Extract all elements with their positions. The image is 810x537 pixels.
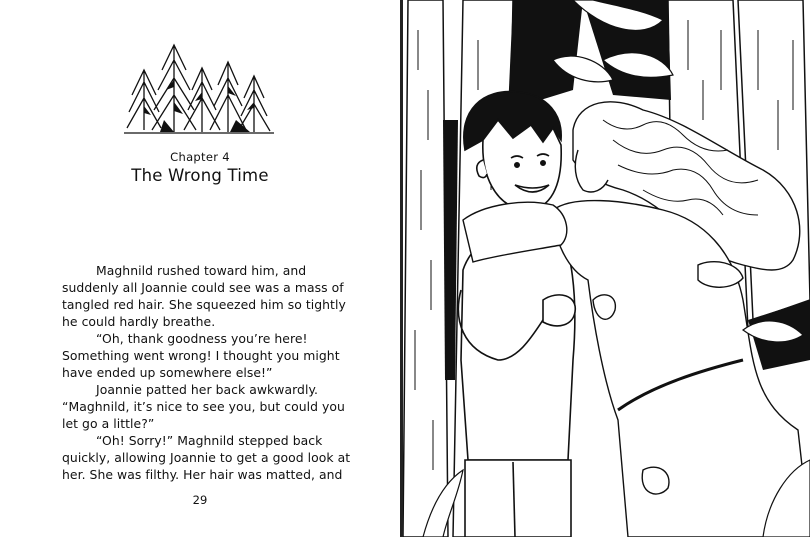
paragraph: “Oh, thank goodness you’re here! Something went wrong! I thought you might have ended up somewhere else!” [62,331,340,380]
chapter-title: The Wrong Time [131,166,269,185]
paragraph: Joannie patted her back awkwardly. “Maghnild, it’s nice to see you, but could you let go a little?” [62,382,345,431]
forest-trees-icon [124,40,274,135]
left-page [0,0,400,537]
chapter-number: Chapter 4 [170,150,230,164]
right-page [403,0,810,537]
body-text [62,262,362,483]
page-number: 29 [192,493,208,507]
paragraph: Maghnild rushed toward him, and suddenly all Joannie could see was a mass of tangled red hair. She squeezed him so tightly he could hardly breathe. [62,263,346,329]
comic-illustration [403,0,810,537]
paragraph: “Oh! Sorry!” Maghnild stepped back quickly, allowing Joannie to get a good look at her. She was filthy. Her hair was matted, and [62,433,351,482]
